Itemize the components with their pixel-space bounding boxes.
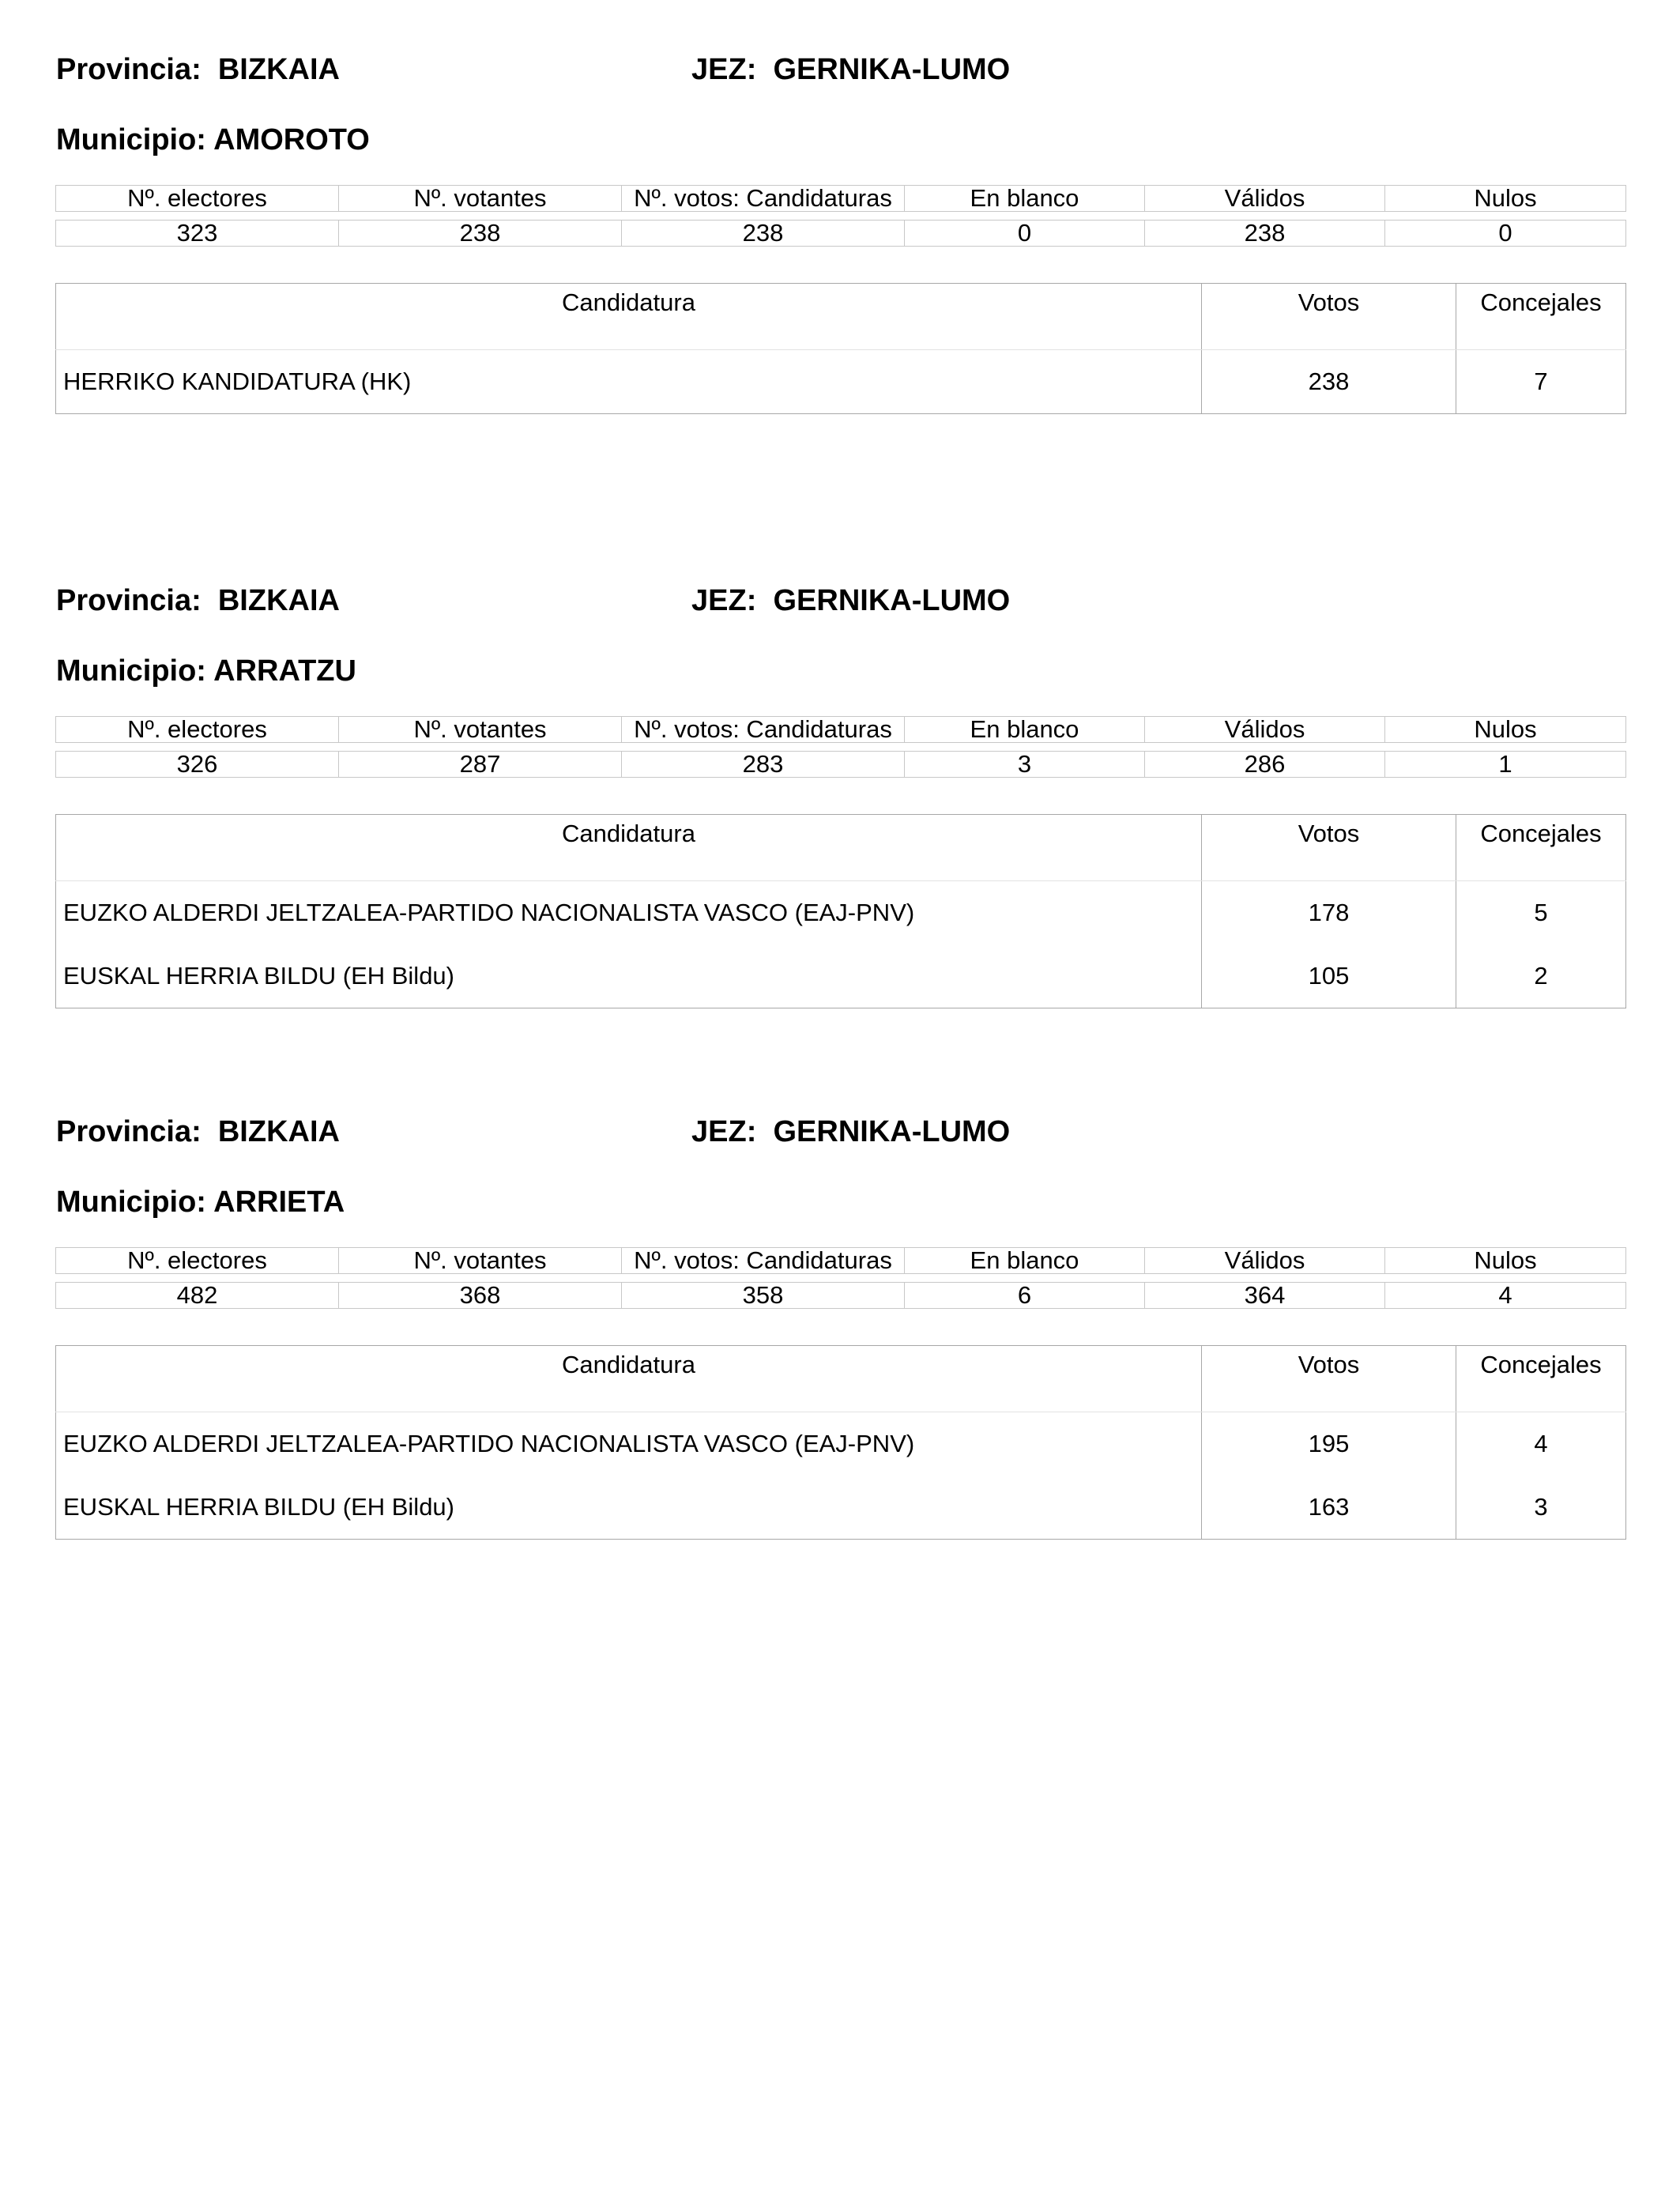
stats-header-cell: Válidos — [1145, 1248, 1385, 1274]
stats-header-row — [56, 186, 1626, 212]
stats-header-cell: Nº. electores — [56, 717, 339, 743]
votos-header: Votos — [1202, 815, 1456, 881]
stats-value-cell: 482 — [56, 1283, 339, 1309]
stats-header-row — [56, 1248, 1626, 1274]
stats-value-row — [56, 1283, 1626, 1309]
stats-value-cell: 326 — [56, 752, 339, 778]
table-row — [56, 881, 1626, 945]
table-row — [56, 1476, 1626, 1540]
stats-value-cell: 1 — [1385, 752, 1626, 778]
votos-value: 238 — [1202, 350, 1456, 414]
stats-header-cell: Nº. votantes — [339, 1248, 622, 1274]
table-row — [56, 350, 1626, 414]
stats-header-cell: Nº. votos: Candidaturas — [622, 717, 905, 743]
stats-header-cell: Nulos — [1385, 1248, 1626, 1274]
stats-header-cell: Válidos — [1145, 186, 1385, 212]
stats-header-cell: En blanco — [905, 717, 1145, 743]
table-row — [56, 944, 1626, 1008]
candidaturas-header-row — [56, 815, 1626, 881]
stats-value-cell: 238 — [622, 221, 905, 247]
concejales-header: Concejales — [1456, 284, 1626, 350]
candidatura-header: Candidatura — [56, 1346, 1202, 1412]
votos-value: 178 — [1202, 881, 1456, 945]
candidatura-header: Candidatura — [56, 815, 1202, 881]
stats-value-cell: 358 — [622, 1283, 905, 1309]
stats-value-cell: 238 — [339, 221, 622, 247]
stats-header-cell: Válidos — [1145, 717, 1385, 743]
candidaturas-table — [55, 814, 1626, 1008]
stats-header-cell: Nº. votantes — [339, 717, 622, 743]
stats-header-cell: Nulos — [1385, 186, 1626, 212]
votos-value: 195 — [1202, 1412, 1456, 1476]
votos-header: Votos — [1202, 284, 1456, 350]
stats-header-cell: En blanco — [905, 186, 1145, 212]
stats-table — [55, 185, 1626, 247]
jez-heading: JEZ: GERNIKA-LUMO — [691, 53, 1011, 86]
municipio-heading: Municipio: ARRATZU — [56, 654, 356, 688]
concejales-value: 3 — [1534, 1493, 1548, 1521]
stats-value-row — [56, 221, 1626, 247]
stats-header-cell: Nº. electores — [56, 186, 339, 212]
stats-value-cell: 3 — [905, 752, 1145, 778]
jez-heading: JEZ: GERNIKA-LUMO — [691, 1115, 1011, 1148]
candidatura-name: EUSKAL HERRIA BILDU (EH Bildu) — [56, 944, 1202, 1008]
provincia-heading: Provincia: BIZKAIA — [56, 53, 340, 86]
stats-value-row — [56, 752, 1626, 778]
municipio-heading: Municipio: AMOROTO — [56, 123, 370, 156]
stats-value-cell: 0 — [905, 221, 1145, 247]
stats-value-cell: 323 — [56, 221, 339, 247]
candidatura-name: EUSKAL HERRIA BILDU (EH Bildu) — [56, 1476, 1202, 1540]
stats-header-cell: Nº. votos: Candidaturas — [622, 186, 905, 212]
votos-value: 163 — [1202, 1476, 1456, 1540]
stats-header-cell: Nº. electores — [56, 1248, 339, 1274]
stats-value-cell: 0 — [1385, 221, 1626, 247]
stats-value-cell: 286 — [1145, 752, 1385, 778]
candidatura-name: EUZKO ALDERDI JELTZALEA-PARTIDO NACIONALISTA VASCO (EAJ-PNV) — [56, 1412, 1202, 1476]
votos-header: Votos — [1202, 1346, 1456, 1412]
concejales-value: 5 — [1534, 899, 1548, 926]
stats-header-cell: Nº. votantes — [339, 186, 622, 212]
table-row — [56, 1412, 1626, 1476]
concejales-value: 7 — [1534, 368, 1548, 395]
stats-header-cell: Nº. votos: Candidaturas — [622, 1248, 905, 1274]
candidaturas-table — [55, 1345, 1626, 1540]
stats-header-cell: En blanco — [905, 1248, 1145, 1274]
stats-value-cell: 238 — [1145, 221, 1385, 247]
votos-value: 105 — [1202, 944, 1456, 1008]
stats-value-cell: 287 — [339, 752, 622, 778]
municipio-heading: Municipio: ARRIETA — [56, 1186, 345, 1219]
concejales-header: Concejales — [1456, 1346, 1626, 1412]
stats-header-row — [56, 717, 1626, 743]
concejales-value: 2 — [1534, 962, 1548, 990]
provincia-heading: Provincia: BIZKAIA — [56, 584, 340, 617]
jez-heading: JEZ: GERNIKA-LUMO — [691, 584, 1011, 617]
stats-value-cell: 368 — [339, 1283, 622, 1309]
stats-value-cell: 4 — [1385, 1283, 1626, 1309]
stats-header-cell: Nulos — [1385, 717, 1626, 743]
stats-value-cell: 283 — [622, 752, 905, 778]
stats-table — [55, 716, 1626, 778]
concejales-header: Concejales — [1456, 815, 1626, 881]
stats-value-cell: 6 — [905, 1283, 1145, 1309]
stats-value-cell: 364 — [1145, 1283, 1385, 1309]
candidatura-name: HERRIKO KANDIDATURA (HK) — [56, 350, 1202, 414]
candidaturas-table — [55, 283, 1626, 414]
candidaturas-header-row — [56, 284, 1626, 350]
candidaturas-header-row — [56, 1346, 1626, 1412]
concejales-value: 4 — [1534, 1430, 1548, 1457]
candidatura-name: EUZKO ALDERDI JELTZALEA-PARTIDO NACIONALISTA VASCO (EAJ-PNV) — [56, 881, 1202, 945]
candidatura-header: Candidatura — [56, 284, 1202, 350]
provincia-heading: Provincia: BIZKAIA — [56, 1115, 340, 1148]
stats-table — [55, 1247, 1626, 1309]
